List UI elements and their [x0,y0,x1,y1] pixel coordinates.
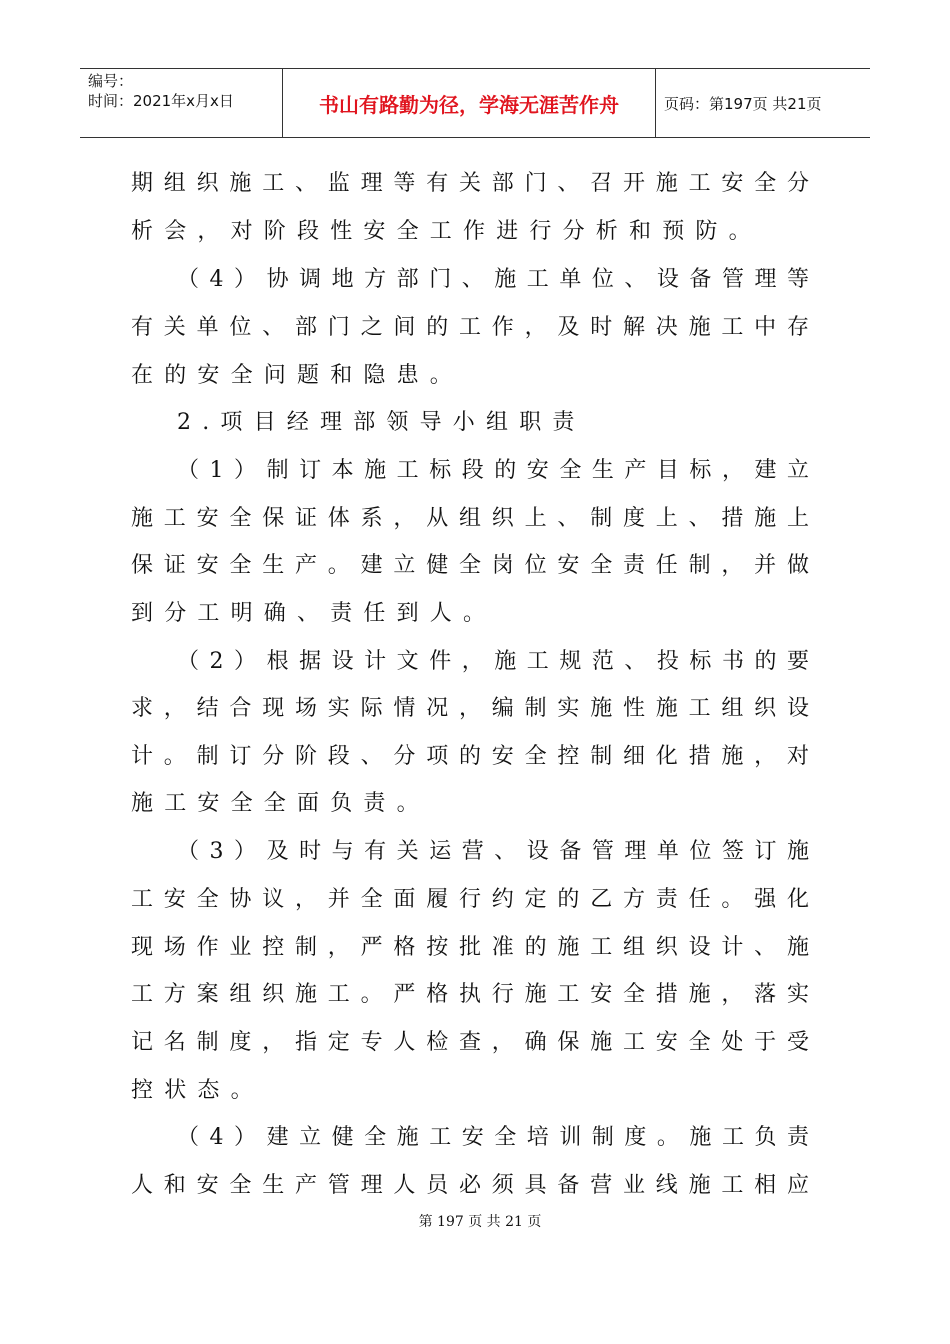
document-date: 时间：2021年x月x日 [88,92,234,110]
text-line: 施工安全全面负责。 [131,791,430,816]
header-page-number: 页码：第197页 共21页 [664,94,822,113]
text-line: （3）及时与有关运营、设备管理单位签订施 [177,839,809,864]
section-heading: 2.项目经理部领导小组职责 [177,410,586,435]
header-motto: 书山有路勤为径，学海无涯苦作舟 [282,69,656,137]
page-footer: 第 197 页 共 21 页 [418,1214,542,1230]
text-line: （4）建立健全施工安全培训制度。施工负责 [177,1125,809,1150]
document-number-label: 编号： [88,72,134,90]
text-line: 析会，对阶段性安全工作进行分析和预防。 [131,219,762,244]
text-line: （4）协调地方部门、施工单位、设备管理等 [177,267,809,292]
header-meta [80,69,282,137]
text-line: 到分工明确、责任到人。 [131,601,497,626]
text-line: 人和安全生产管理人员必须具备营业线施工相应 [131,1173,809,1198]
page-header [80,68,870,138]
text-line: 求，结合现场实际情况，编制实施性施工组织设 [131,696,809,721]
text-line: 在的安全问题和隐患。 [131,363,464,388]
text-line: 期组织施工、监理等有关部门、召开施工安全分 [131,171,809,196]
text-line: 现场作业控制，严格按批准的施工组织设计、施 [131,935,809,960]
text-line: 记名制度，指定专人检查，确保施工安全处于受 [131,1030,809,1055]
text-line: （1）制订本施工标段的安全生产目标，建立 [177,458,809,483]
text-line: （2）根据设计文件，施工规范、投标书的要 [177,649,809,674]
text-line: 工安全协议，并全面履行约定的乙方责任。强化 [131,887,809,912]
text-line: 控状态。 [131,1078,264,1103]
text-line: 工方案组织施工。严格执行施工安全措施，落实 [131,982,809,1007]
text-line: 施工安全保证体系，从组织上、制度上、措施上 [131,506,809,531]
text-line: 保证安全生产。建立健全岗位安全责任制，并做 [131,553,809,578]
text-line: 有关单位、部门之间的工作，及时解决施工中存 [131,315,809,340]
text-line: 计。制订分阶段、分项的安全控制细化措施，对 [131,744,809,769]
